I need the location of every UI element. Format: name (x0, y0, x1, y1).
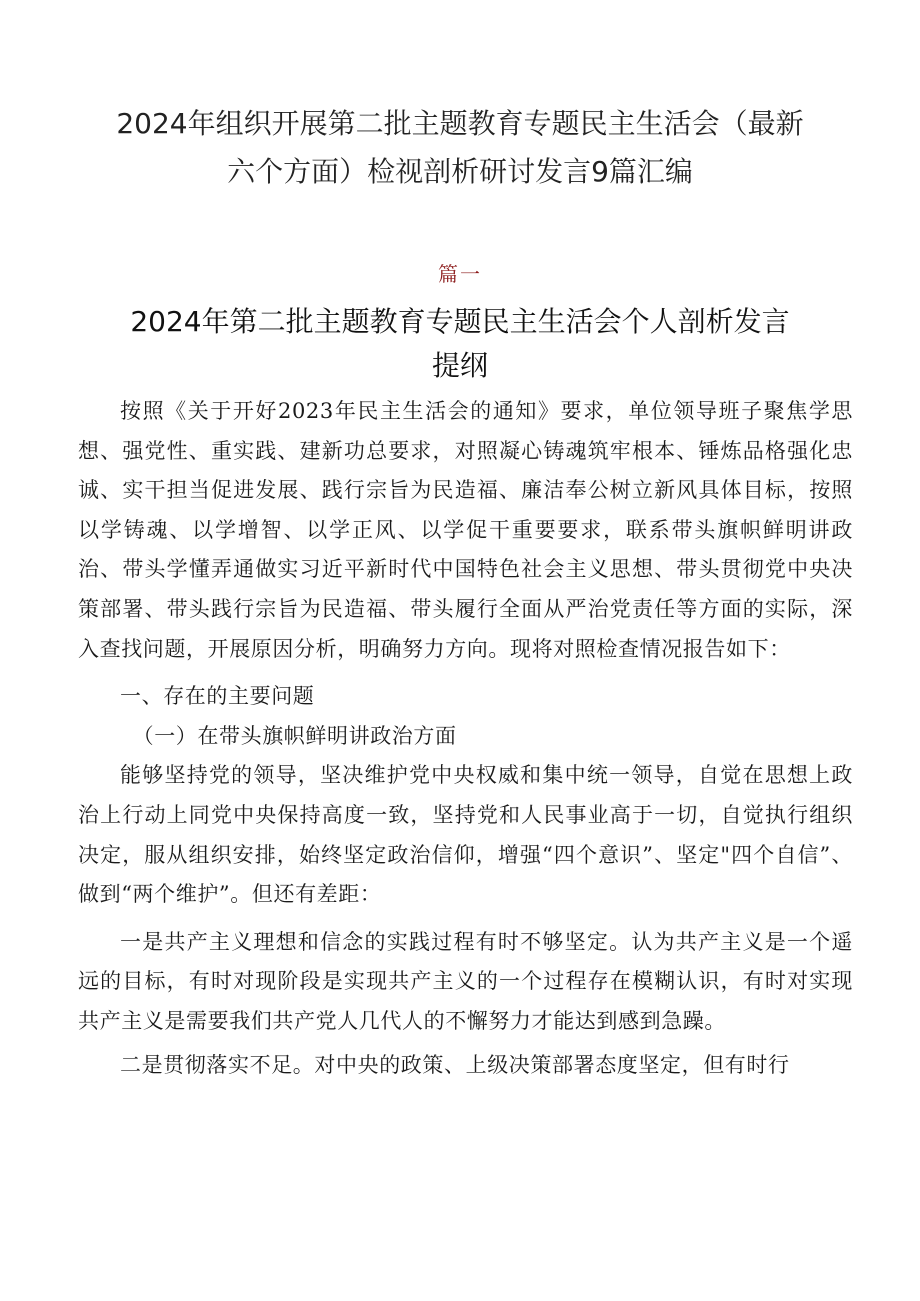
main-title-line-2: 六个方面）检视剖析研讨发言9篇汇编 (227, 155, 693, 188)
intro-paragraph: 按照《关于开好2023年民主生活会的通知》要求，单位领导班子聚焦学思想、强党性、重实践、建新功总要求，对照凝心铸魂筑牢根本、锤炼品格强化忠诚、实干担当促进发展、践行宗旨为民造福、廉洁奉公树立新风具体目标，按照以学铸魂、以学增智、以学正风、以学促干重要要求，联系带头旗帜鲜明讲政治、带头学懂弄通做实习近平新时代中国特色社会主义思想、带头贯彻党中央决策部署、带头践行宗旨为民造福、带头履行全面从严治党责任等方面的实际，深入查找问题，开展原因分析，明确努力方向。现将对照检查情况报告如下： (78, 399, 853, 661)
heading-level-2: （一）在带头旗帜鲜明讲政治方面 (132, 723, 457, 748)
heading-level-1: 一、存在的主要问题 (120, 684, 315, 709)
section-title-line-2: 提纲 (431, 349, 488, 382)
body-paragraph: 二是贯彻落实不足。对中央的政策、上级决策部署态度坚定，但有时行 (120, 1052, 790, 1077)
section-title-line-1: 2024年第二批主题教育专题民主生活会个人剖析发言 (130, 305, 790, 338)
document-main-title (100, 100, 820, 196)
document-body (78, 392, 853, 1085)
section-title (100, 300, 820, 388)
body-paragraph: 能够坚持党的领导，坚决维护党中央权威和集中统一领导，自觉在思想上政治上行动上同党中央保持高度一致，坚持党和人民事业高于一切，自觉执行组织决定，服从组织安排，始终坚定政治信仰，增强“四个意识”、坚定"四个自信”、做到“两个维护”。但还有差距： (78, 763, 853, 907)
body-paragraph: 一是共产主义理想和信念的实践过程有时不够坚定。认为共产主义是一个遥远的目标，有时对现阶段是实现共产主义的一个过程存在模糊认识，有时对实现共产主义是需要我们共产党人几代人的不懈努力才能达到感到急躁。 (78, 929, 853, 1033)
main-title-line-1: 2024年组织开展第二批主题教育专题民主生活会（最新 (116, 107, 804, 140)
section-label: 篇一 (438, 262, 482, 286)
